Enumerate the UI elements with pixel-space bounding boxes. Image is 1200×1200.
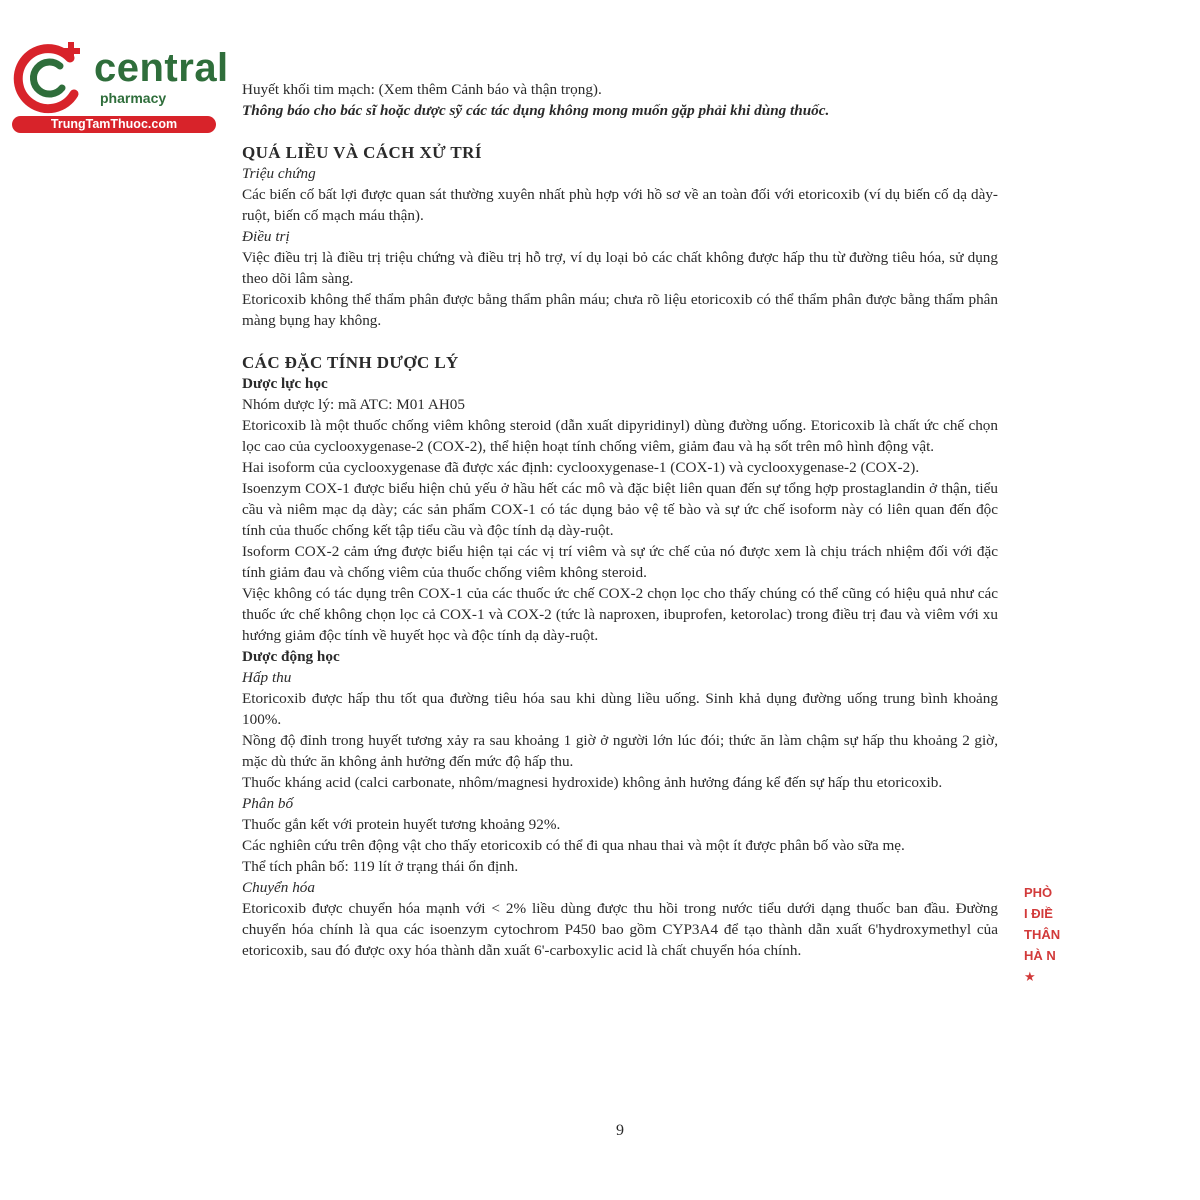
- symptoms-label: Triệu chứng: [242, 165, 316, 182]
- pd-paragraph: Isoenzym COX-1 được biểu hiện chủ yếu ở hầu hết các mô và đặc biệt liên quan đến sự tổng hợp prostaglandin ở thận, tiểu cầu và niêm mạc dạ dày; các sản phẩm COX-1 có tác dụng bảo vệ tế bào và sự ức chế isoform này có liên quan đến độc tính của thuốc chống kết tập tiểu cầu và độc tính dạ dày-ruột.: [242, 480, 998, 539]
- overdose-heading: QUÁ LIỀU VÀ CÁCH XỬ TRÍ: [242, 143, 482, 162]
- intro-notice: Thông báo cho bác sĩ hoặc dược sỹ các tác dụng không mong muốn gặp phải khi dùng thuốc.: [242, 102, 830, 119]
- stamp-text: HÀ N: [1024, 948, 1056, 963]
- pharmacy-cross-logo-icon: [8, 36, 94, 122]
- brand-tagline: pharmacy: [100, 90, 167, 106]
- pd-paragraph: Việc không có tác dụng trên COX-1 của các thuốc ức chế COX-2 chọn lọc cho thấy chúng có thể cũng có hiệu quả như các thuốc ức chế không chọn lọc cả COX-1 và COX-2 (tức là naproxen, ibuprofen, ketorolac) trong điều trị đau và viêm với xu hướng giảm độc tính về huyết học và độc tính dạ dày-ruột.: [242, 585, 998, 644]
- metabolism-label: Chuyển hóa: [242, 879, 315, 896]
- atc-group: Nhóm dược lý: mã ATC: M01 AH05: [242, 396, 465, 413]
- brand-logo: [8, 36, 229, 136]
- absorption-paragraph: Nồng độ đỉnh trong huyết tương xảy ra sau khoảng 1 giờ ở người lớn lúc đói; thức ăn làm chậm sự hấp thu khoảng 2 giờ, mặc dù thức ăn không ảnh hưởng đến mức độ hấp thu.: [242, 732, 998, 770]
- absorption-paragraph: Thuốc kháng acid (calci carbonate, nhôm/magnesi hydroxide) không ảnh hưởng đáng kể đến sự hấp thu etoricoxib.: [242, 774, 943, 791]
- pharmacokinetics-label: Dược động học: [242, 648, 340, 665]
- pd-paragraph: Isoform COX-2 cảm ứng được biểu hiện tại các vị trí viêm và sự ức chế của nó được xem là chịu trách nhiệm đối với đặc tính giảm đau và chống viêm của thuốc chống viêm không steroid.: [242, 543, 998, 581]
- distribution-paragraph: Thuốc gắn kết với protein huyết tương khoảng 92%.: [242, 816, 561, 833]
- stamp-text: THÂN: [1024, 927, 1061, 942]
- distribution-paragraph: Các nghiên cứu trên động vật cho thấy etoricoxib có thể đi qua nhau thai và một ít được phân bố vào sữa mẹ.: [242, 837, 905, 854]
- distribution-label: Phân bố: [242, 795, 294, 812]
- pd-paragraph: Hai isoform của cyclooxygenase đã được xác định: cyclooxygenase-1 (COX-1) và cyclooxygenase-2 (COX-2).: [242, 459, 920, 476]
- distribution-paragraph: Thể tích phân bố: 119 lít ở trạng thái ổn định.: [242, 858, 519, 875]
- brand-website: TrungTamThuoc.com: [12, 116, 216, 133]
- absorption-paragraph: Etoricoxib được hấp thu tốt qua đường tiêu hóa sau khi dùng liều uống. Sinh khả dụng đường uống trung bình khoảng 100%.: [242, 690, 998, 728]
- symptoms-text: Các biến cố bất lợi được quan sát thường xuyên nhất phù hợp với hồ sơ về an toàn đối với etoricoxib (ví dụ biến cố dạ dày-ruột, biến cố mạch máu thận).: [242, 186, 998, 224]
- pharmacology-heading: CÁC ĐẶC TÍNH DƯỢC LÝ: [242, 353, 459, 372]
- treatment-text: Etoricoxib không thể thẩm phân được bằng thẩm phân máu; chưa rõ liệu etoricoxib có thể thẩm phân được bằng thẩm phân màng bụng hay không.: [242, 291, 998, 329]
- stamp-text: I ĐIỀ: [1024, 906, 1053, 921]
- pharmacodynamics-label: Dược lực học: [242, 375, 328, 392]
- absorption-label: Hấp thu: [242, 669, 292, 686]
- metabolism-paragraph: Etoricoxib được chuyển hóa mạnh với < 2% liều dùng được thu hồi trong nước tiểu dưới dạng thuốc ban đầu. Đường chuyển hóa chính là qua các isoenzym cytochrom P450 bao gồm CYP3A4 để tạo thành dẫn xuất 6'hydroxymethyl của etoricoxib, sau đó được oxy hóa thành dẫn xuất 6'-carboxylic acid là chất chuyển hóa chính.: [242, 900, 998, 959]
- document-body: [242, 79, 998, 961]
- stamp-star-icon: ★: [1024, 969, 1036, 984]
- treatment-label: Điều trị: [242, 228, 290, 245]
- treatment-text: Việc điều trị là điều trị triệu chứng và điều trị hỗ trợ, ví dụ loại bỏ các chất không được hấp thu từ đường tiêu hóa, sử dụng theo dõi lâm sàng.: [242, 249, 998, 287]
- stamp-text: PHÒ: [1024, 885, 1053, 900]
- red-stamp: [1024, 882, 1064, 1042]
- intro-line: Huyết khối tim mạch: (Xem thêm Cảnh báo và thận trọng).: [242, 81, 602, 98]
- brand-name: central: [94, 46, 229, 90]
- page-number: 9: [616, 1122, 624, 1139]
- pd-paragraph: Etoricoxib là một thuốc chống viêm không steroid (dẫn xuất dipyridinyl) dùng đường uống. Etoricoxib là chất ức chế chọn lọc cao của cyclooxygenase-2 (COX-2), thể hiện hoạt tính chống viêm, giảm đau và hạ sốt trên mô hình động vật.: [242, 417, 998, 455]
